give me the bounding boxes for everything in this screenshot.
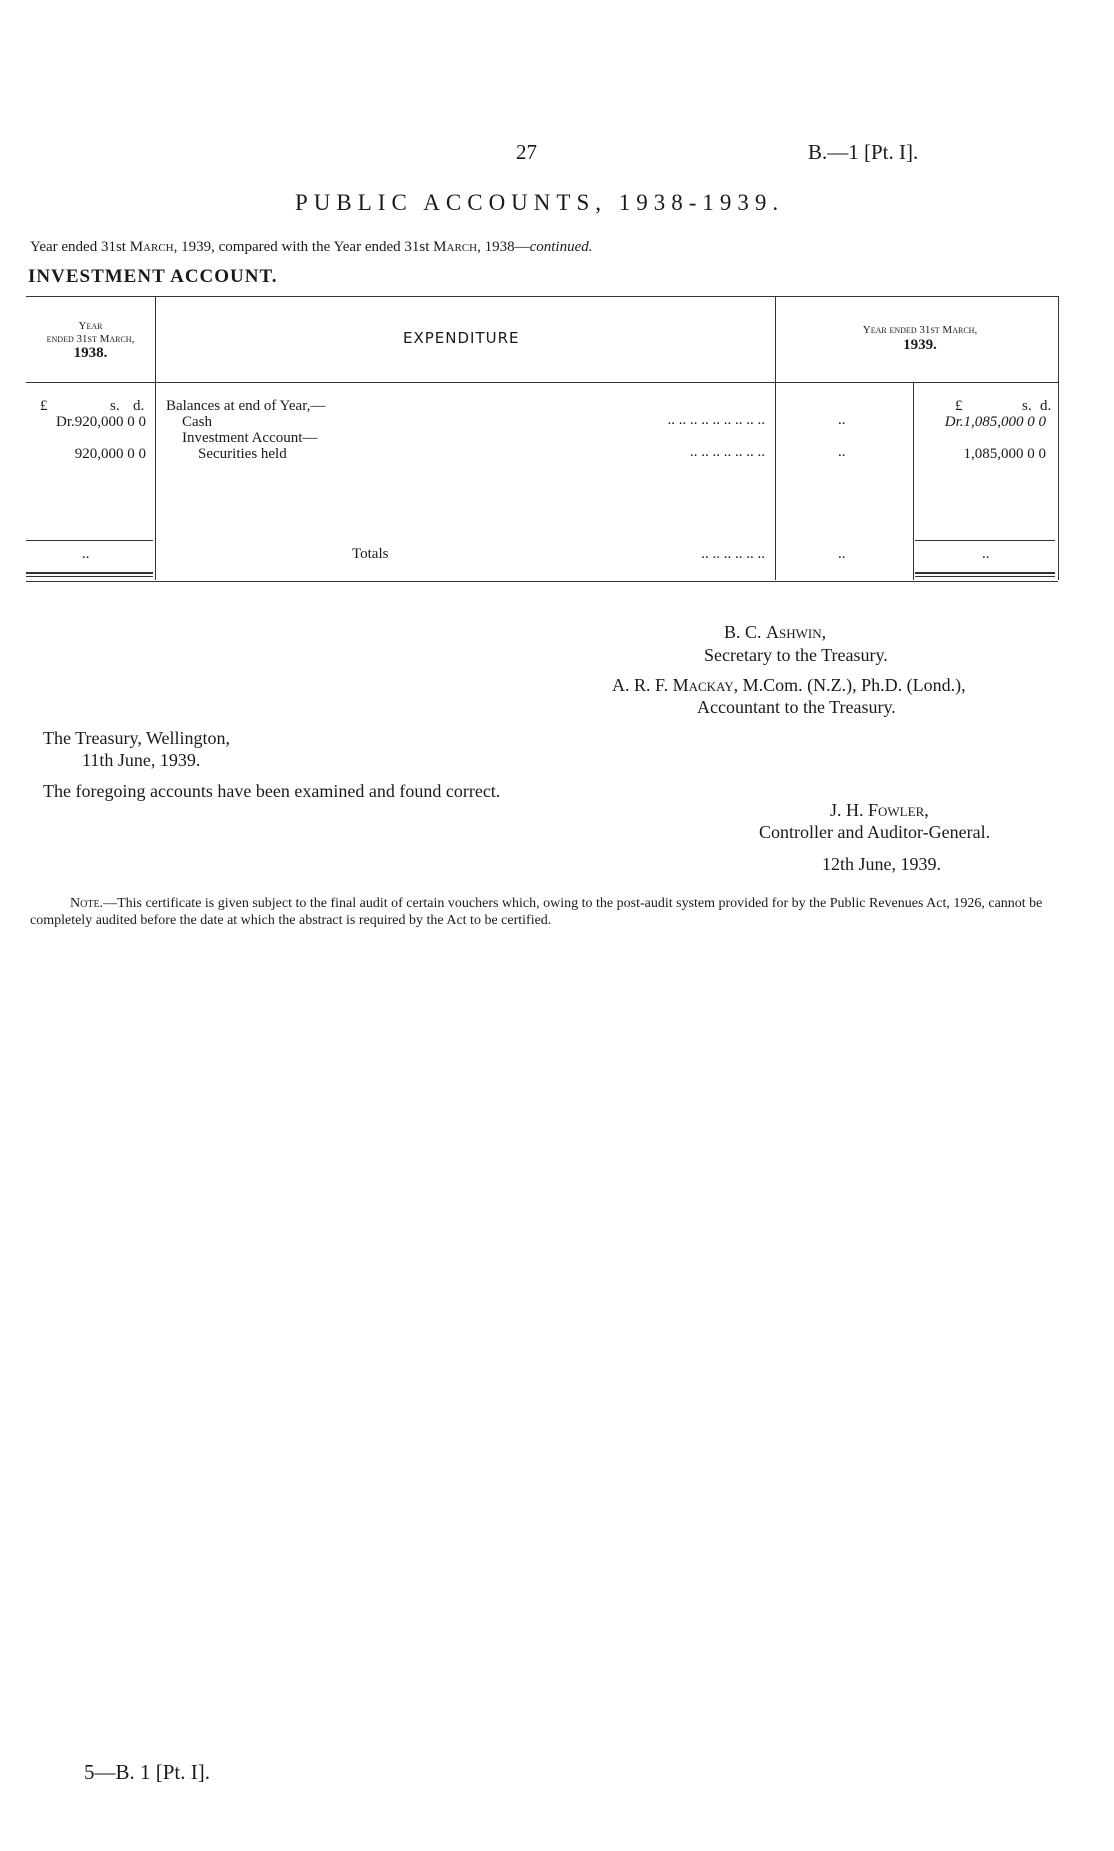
- mid-total: ..: [838, 546, 846, 562]
- leader-dots: .. .. .. .. .. ..: [701, 546, 765, 562]
- row-label-investment: Investment Account—: [182, 430, 318, 446]
- column-divider: [155, 296, 156, 580]
- header-year: 1938.: [73, 345, 108, 362]
- auditor-title: Controller and Auditor-General.: [759, 822, 991, 842]
- right-total-rule: [915, 540, 1055, 541]
- header-rule: [26, 382, 1058, 383]
- subtitle-month: March: [129, 239, 174, 255]
- column-divider: [913, 382, 914, 580]
- row-label-balances: Balances at end of Year,—: [166, 398, 326, 414]
- investment-account-table: [0, 294, 1060, 582]
- left-year-header: [28, 320, 153, 363]
- subtitle: [30, 239, 592, 256]
- table-bottom-rule: [26, 581, 1058, 582]
- left-currency-pound: £: [40, 398, 48, 414]
- audit-date: 12th June, 1939.: [822, 854, 941, 874]
- subtitle-part: , 1939, compared with the Year ended 31st: [173, 239, 434, 255]
- left-currency-shillings: s.: [110, 398, 120, 414]
- right-amount-securities: 1,085,000 0 0: [963, 446, 1046, 462]
- surname: Fowler,: [868, 800, 929, 820]
- qualifications: M.Com. (N.Z.), Ph.D. (Lond.),: [738, 675, 966, 695]
- left-total-rule: [26, 540, 153, 541]
- right-year-header: [820, 324, 1020, 354]
- right-double-rule: [915, 572, 1055, 574]
- mid-cash: ..: [838, 412, 846, 428]
- document-title: PUBLIC ACCOUNTS, 1938-1939.: [295, 190, 785, 215]
- subtitle-month: March: [433, 239, 478, 255]
- footer-reference: 5—B. 1 [Pt. I].: [84, 1760, 210, 1784]
- signatory-1-title: Secretary to the Treasury.: [704, 645, 888, 665]
- leader-dots: .. .. .. .. .. .. .. .. ..: [667, 412, 765, 428]
- right-double-rule: [915, 576, 1055, 577]
- left-currency-pence: d.: [133, 398, 145, 414]
- audit-statement: The foregoing accounts have been examined and found correct.: [43, 781, 501, 801]
- subtitle-continued: continued.: [529, 239, 593, 255]
- subtitle-part: , 1938—: [477, 239, 530, 255]
- auditor-name: [830, 800, 929, 821]
- left-double-rule: [26, 572, 153, 574]
- header-line: Year: [78, 320, 103, 332]
- right-amount-cash: Dr.1,085,000 0 0: [944, 414, 1046, 430]
- name-initials: B. C.: [724, 622, 767, 642]
- header-line: ended 31st March,: [46, 332, 135, 345]
- date-line: 11th June, 1939.: [82, 750, 201, 770]
- place-line: The Treasury, Wellington,: [43, 728, 231, 748]
- right-total: ..: [982, 546, 990, 562]
- table-top-rule: [26, 296, 1058, 297]
- note-label: Note.: [70, 896, 104, 911]
- left-double-rule: [26, 576, 153, 577]
- name-initials: J. H.: [830, 800, 869, 820]
- footnote: [30, 896, 1060, 930]
- document-reference: B.—1 [Pt. I].: [808, 140, 919, 164]
- surname: Ashwin,: [766, 622, 827, 642]
- mid-securities: ..: [838, 444, 846, 460]
- note-text: —This certificate is given subject to the final audit of certain vouchers which, owing to the post-audit system provided for by the Public Revenues Act, 1926, cannot be completely audited before the date at which the abstract is required by the Act to be certified.: [30, 896, 1043, 928]
- signatory-2-title: Accountant to the Treasury.: [697, 697, 896, 717]
- header-year: 1939.: [903, 336, 937, 353]
- right-currency-pence: d.: [1040, 398, 1052, 414]
- page-number: 27: [516, 140, 537, 164]
- leader-dots: .. .. .. .. .. .. ..: [690, 444, 765, 460]
- section-heading: INVESTMENT ACCOUNT.: [28, 266, 278, 287]
- right-currency-pound: £: [955, 398, 963, 414]
- signatory-2-name: [612, 675, 966, 696]
- left-amount-securities: 920,000 0 0: [74, 446, 146, 462]
- totals-label: Totals: [352, 546, 389, 562]
- row-label-cash: Cash: [182, 414, 212, 430]
- name-initials: A. R. F.: [612, 675, 673, 695]
- right-currency-shillings: s.: [1022, 398, 1032, 414]
- signatory-1-name: [724, 622, 826, 643]
- surname: Mackay,: [672, 675, 739, 695]
- header-line: Year ended 31st March,: [862, 324, 978, 336]
- column-divider: [1058, 296, 1059, 580]
- left-total: ..: [82, 546, 90, 562]
- column-divider: [775, 296, 776, 580]
- left-amount-cash: Dr.920,000 0 0: [56, 414, 146, 430]
- subtitle-part: Year ended 31st: [30, 239, 130, 255]
- row-label-securities: Securities held: [198, 446, 287, 462]
- expenditure-header: EXPENDITURE: [403, 329, 520, 347]
